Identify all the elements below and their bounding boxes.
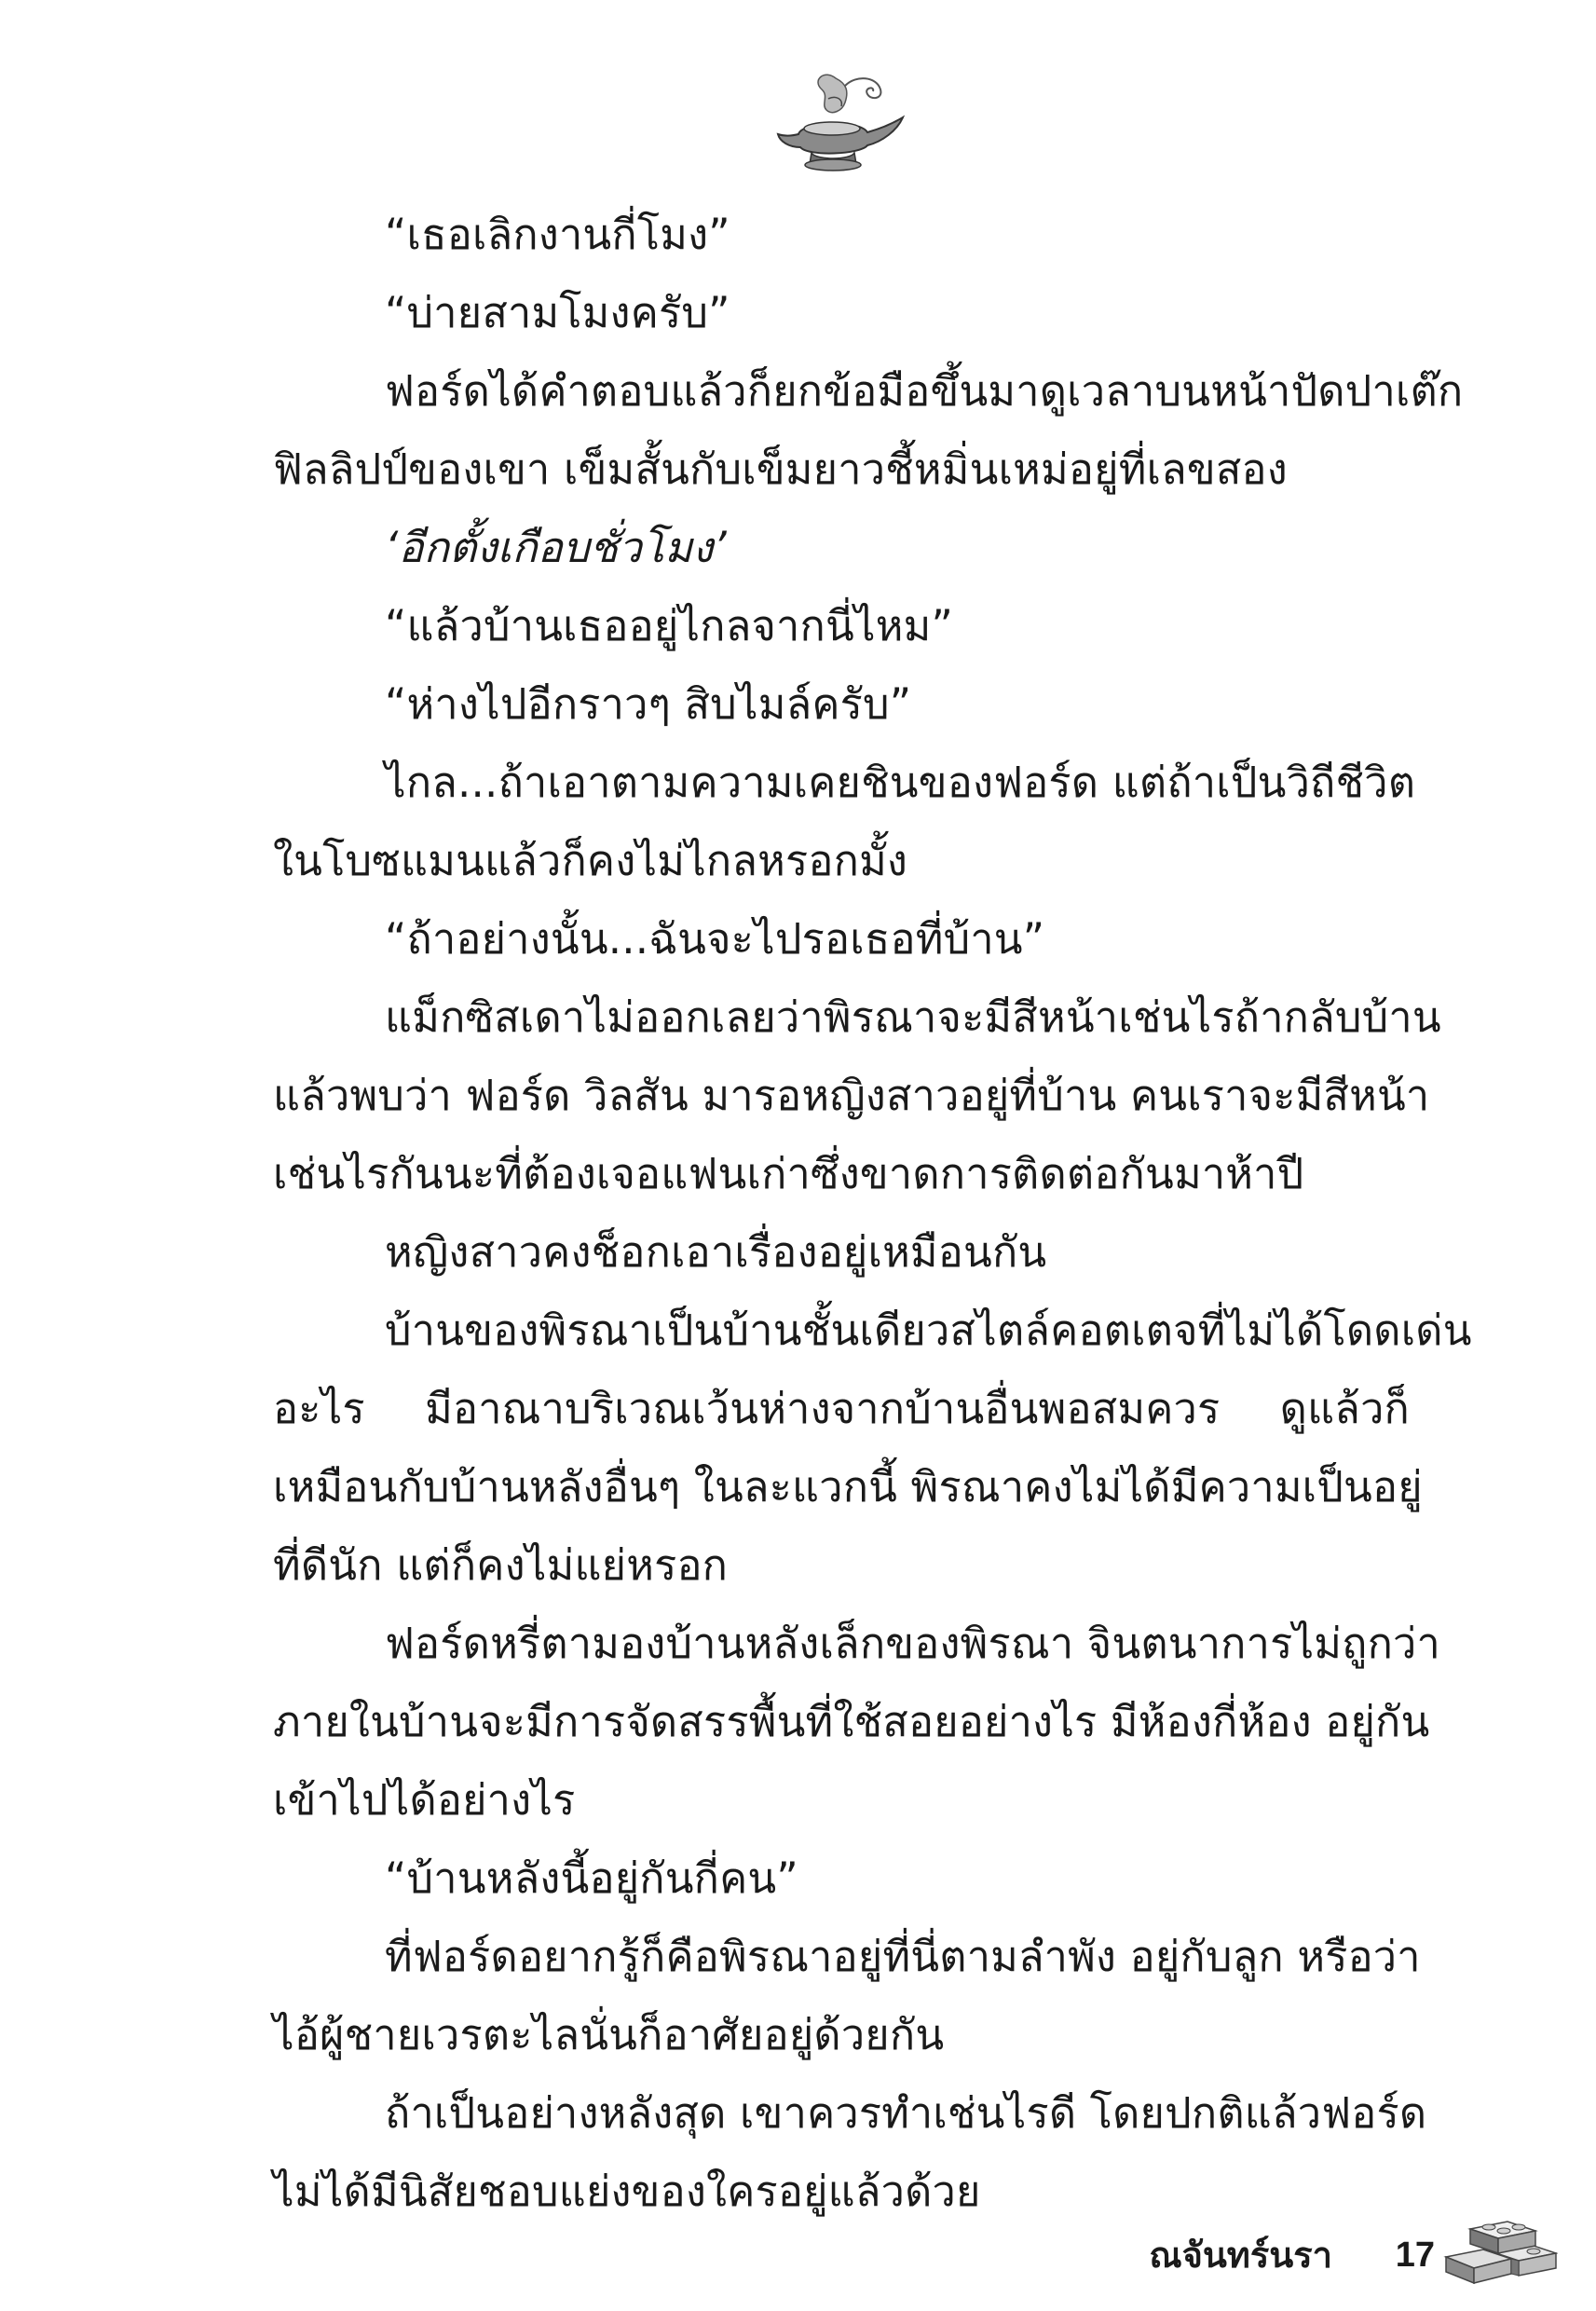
page-number: 17 xyxy=(1395,2236,1435,2275)
bricks-icon xyxy=(1442,2208,1558,2285)
dialogue-line: “แล้วบ้านเธออยู่ไกลจากนี่ไหม” xyxy=(385,601,953,650)
paragraph-line: ไอ้ผู้ชายเวรตะไลนั่นก็อาศัยอยู่ด้วยกัน xyxy=(273,2010,945,2059)
paragraph-line: ภายในบ้านจะมีการจัดสรรพื้นที่ใช้สอยอย่างไร มีห้องกี่ห้อง อยู่กัน xyxy=(273,1697,1430,1746)
page-footer xyxy=(988,2222,1435,2288)
paragraph-line: เช่นไรกันนะที่ต้องเจอแฟนเก่าซึ่งขาดการติดต่อกันมาห้าปี xyxy=(273,1149,1304,1198)
paragraph-line: ฟอร์ดหรี่ตามองบ้านหลังเล็กของพิรณา จินตนาการไม่ถูกว่า xyxy=(385,1619,1440,1668)
dialogue-line: “บ้านหลังนี้อยู่กันกี่คน” xyxy=(385,1853,798,1903)
paragraph-line: ในโบซแมนแล้วก็คงไม่ไกลหรอกมั้ง xyxy=(273,836,908,885)
paragraph-line: ไม่ได้มีนิสัยชอบแย่งของใครอยู่แล้วด้วย xyxy=(273,2167,981,2216)
paragraph-line: หญิงสาวคงช็อกเอาเรื่องอยู่เหมือนกัน xyxy=(385,1227,1047,1277)
paragraph-line: ฟอร์ดได้คำตอบแล้วก็ยกข้อมือขึ้นมาดูเวลาบนหน้าปัดปาเต๊ก xyxy=(385,366,1464,416)
author-name: ณจันทร์นรา xyxy=(1149,2235,1332,2276)
paragraph-line: ถ้าเป็นอย่างหลังสุด เขาควรทำเช่นไรดี โดยปกติแล้วฟอร์ด xyxy=(385,2088,1427,2138)
paragraph-line: อะไร มีอาณาบริเวณเว้นห่างจากบ้านอื่นพอสมควร ดูแล้วก็ xyxy=(273,1384,1410,1433)
paragraph-line: ที่ดีนัก แต่ก็คงไม่แย่หรอก xyxy=(273,1540,729,1590)
paragraph-line: แล้วพบว่า ฟอร์ด วิลสัน มารอหญิงสาวอยู่ที่บ้าน คนเราจะมีสีหน้า xyxy=(273,1071,1430,1120)
paragraph-line: แม็กซิสเดาไม่ออกเลยว่าพิรณาจะมีสีหน้าเช่นไรถ้ากลับบ้าน xyxy=(385,992,1441,1042)
dialogue-line: “ห่างไปอีกราวๆ สิบไมล์ครับ” xyxy=(385,679,912,729)
paragraph-line: ฟิลลิปป์ของเขา เข็มสั้นกับเข็มยาวชี้หมิ่นเหม่อยู่ที่เลขสอง xyxy=(273,444,1288,494)
dialogue-line: “ถ้าอย่างนั้น...ฉันจะไปรอเธอที่บ้าน” xyxy=(385,914,1045,964)
paragraph-line: ไกล...ถ้าเอาตามความเคยชินของฟอร์ด แต่ถ้าเป็นวิถีชีวิต xyxy=(385,758,1416,807)
dialogue-line: “บ่ายสามโมงครับ” xyxy=(385,288,730,337)
paragraph-line: เหมือนกับบ้านหลังอื่นๆ ในละแวกนี้ พิรณาคงไม่ได้มีความเป็นอยู่ xyxy=(273,1462,1423,1511)
paragraph-line: ที่ฟอร์ดอยากรู้ก็คือพิรณาอยู่ที่นี่ตามลำพัง อยู่กับลูก หรือว่า xyxy=(385,1932,1421,1981)
dialogue-line: “เธอเลิกงานกี่โมง” xyxy=(385,210,730,259)
paragraph-line: เข้าไปได้อย่างไร xyxy=(273,1775,576,1825)
thought-line: ‘อีกตั้งเกือบชั่วโมง’ xyxy=(385,523,727,572)
paragraph-line: บ้านของพิรณาเป็นบ้านชั้นเดียวสไตล์คอตเตจที่ไม่ได้โดดเด่น xyxy=(385,1306,1472,1355)
genie-lamp-icon xyxy=(771,67,910,179)
